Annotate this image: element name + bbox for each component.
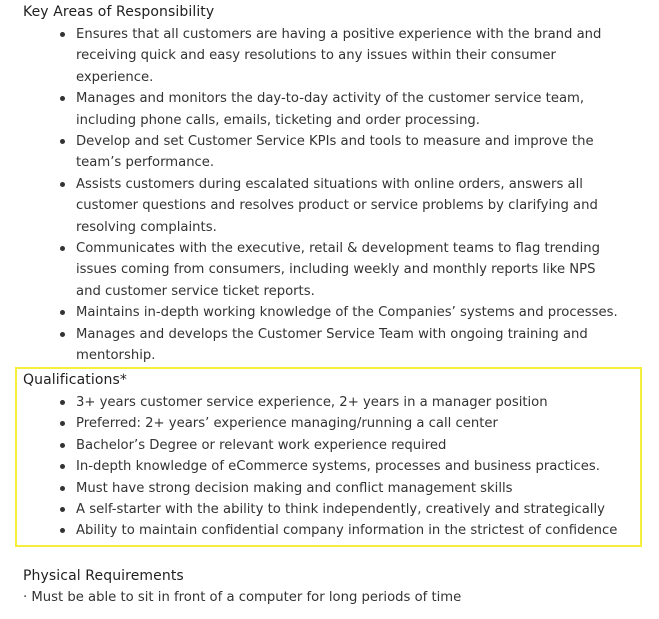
list-item-line: and customer service ticket reports. <box>76 283 315 299</box>
responsibility-item <box>0 131 640 174</box>
list-item-line: experience. <box>76 69 154 85</box>
list-item-line: customer questions and resolves product or service problems by clarifying and <box>76 198 598 214</box>
responsibility-item <box>0 24 640 88</box>
physical-requirement-item: · Must be able to sit in front of a computer for long periods of time <box>23 590 462 605</box>
list-item-line: Maintains in-depth working knowledge of the Companies’ systems and processes. <box>76 305 618 321</box>
bullet-icon <box>60 400 65 405</box>
list-item-line: Manages and monitors the day-to-day activity of the customer service team, <box>76 91 585 107</box>
bullet-icon <box>60 464 65 469</box>
responsibility-item <box>0 302 640 323</box>
list-item-line: In-depth knowledge of eCommerce systems, processes and business practices. <box>76 459 600 475</box>
qualification-item <box>0 456 640 477</box>
physical-requirements-heading: Physical Requirements <box>23 568 184 584</box>
qualifications-heading: Qualifications* <box>23 372 127 388</box>
responsibility-item <box>0 324 640 367</box>
list-item-line: 3+ years customer service experience, 2+ years in a manager position <box>76 395 548 410</box>
list-item-line: A self-starter with the ability to think independently, creatively and strategically <box>76 502 605 518</box>
bullet-icon <box>60 443 65 448</box>
responsibility-list <box>0 24 640 367</box>
bullet-icon <box>60 486 65 491</box>
list-item-line: Develop and set Customer Service KPIs and tools to measure and improve the <box>76 134 594 150</box>
list-item-line: Ensures that all customers are having a positive experience with the brand and <box>76 27 602 42</box>
list-item-line: Assists customers during escalated situations with online orders, answers all <box>76 176 583 192</box>
bullet-icon <box>60 139 65 144</box>
qualifications-list <box>0 392 640 542</box>
list-item-line: mentorship. <box>76 348 156 364</box>
list-item-line: Communicates with the executive, retail & development teams to flag trending <box>76 241 601 257</box>
list-item-line: resolving complaints. <box>76 219 217 235</box>
list-item-line: team’s performance. <box>76 155 215 171</box>
bullet-icon <box>60 96 65 101</box>
qualification-item <box>0 392 640 413</box>
list-item-line: Bachelor’s Degree or relevant work experience required <box>76 437 447 453</box>
responsibility-item <box>0 174 640 238</box>
qualification-item <box>0 413 640 434</box>
list-item-line: Preferred: 2+ years’ experience managing/running a call center <box>76 416 498 432</box>
bullet-icon <box>60 32 65 37</box>
bullet-icon <box>60 507 65 512</box>
bullet-icon <box>60 182 65 187</box>
list-item-line: including phone calls, emails, ticketing and order processing. <box>76 112 480 128</box>
list-item-line: Ability to maintain confidential company information in the strictest of confidence <box>76 523 618 539</box>
list-item-line: issues coming from consumers, including weekly and monthly reports like NPS <box>76 262 596 278</box>
list-item-line: receiving quick and easy resolutions to any issues within their consumer <box>76 48 556 64</box>
qualification-item <box>0 478 640 499</box>
responsibility-item <box>0 238 640 302</box>
qualification-item <box>0 499 640 520</box>
bullet-icon <box>60 246 65 251</box>
bullet-icon <box>60 310 65 315</box>
bullet-icon <box>60 528 65 533</box>
responsibility-item <box>0 88 640 131</box>
qualification-item <box>0 435 640 456</box>
bullet-icon <box>60 421 65 426</box>
list-item-line: Must have strong decision making and conflict management skills <box>76 480 513 496</box>
qualification-item <box>0 520 640 541</box>
responsibility-heading: Key Areas of Responsibility <box>23 4 215 20</box>
bullet-icon <box>60 332 65 337</box>
list-item-line: Manages and develops the Customer Service Team with ongoing training and <box>76 326 588 342</box>
